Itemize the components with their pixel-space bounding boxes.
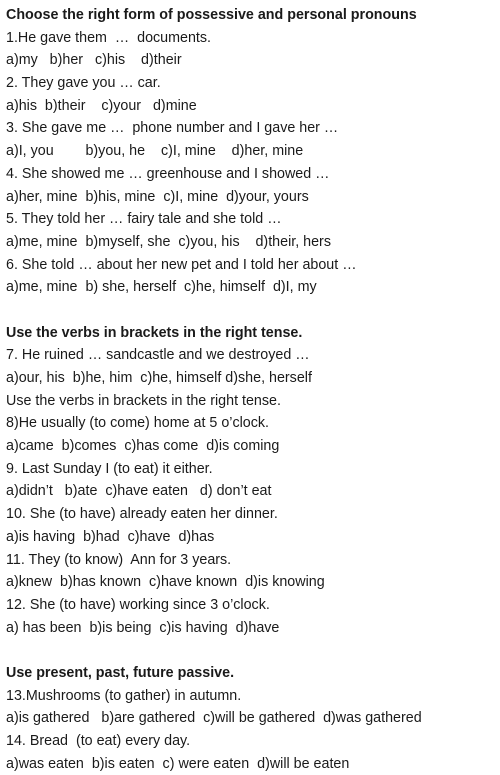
question-line: 9. Last Sunday I (to eat) it either. xyxy=(6,460,213,477)
question-line: 4. She showed me … greenhouse and I showed … xyxy=(6,165,330,182)
instruction-line: Use the verbs in brackets in the right tense. xyxy=(6,392,281,409)
question-line: 14. Bread (to eat) every day. xyxy=(6,733,191,749)
question-line: 8)He usually (to come) home at 5 o’clock. xyxy=(6,415,270,432)
section-spacer xyxy=(6,299,494,322)
question-line: 7. He ruined … sandcastle and we destroyed … xyxy=(6,347,310,364)
answer-options: a)didn’t b)ate c)have eaten d) don’t eat xyxy=(6,483,272,500)
question-line: 13.Mushrooms (to gather) in autumn. xyxy=(6,687,242,704)
answer-options: a)is having b)had c)have d)has xyxy=(6,528,215,545)
question-line: 11. They (to know) Ann for 3 years. xyxy=(6,551,232,568)
question-line: 3. She gave me … phone number and I gave her … xyxy=(6,120,339,137)
question-line: 1.He gave them … documents. xyxy=(6,29,212,46)
answer-options: a)our, his b)he, him c)he, himself d)she, herself xyxy=(6,370,312,386)
section-heading: Choose the right form of possessive and personal pronouns xyxy=(6,7,417,23)
section-spacer xyxy=(6,639,494,662)
answer-options: a)her, mine b)his, mine c)I, mine d)your, yours xyxy=(6,188,309,205)
question-line: 12. She (to have) working since 3 o’clock. xyxy=(6,596,270,613)
answer-options: a)me, mine b)myself, she c)you, his d)their, hers xyxy=(6,233,331,250)
answer-options: a)knew b)has known c)have known d)is knowing xyxy=(6,574,325,591)
answer-options: a)his b)their c)your d)mine xyxy=(6,97,197,114)
answer-options: a)my b)her c)his d)their xyxy=(6,52,182,69)
answer-options: a)came b)comes c)has come d)is coming xyxy=(6,438,280,455)
section-heading: Use the verbs in brackets in the right tense. xyxy=(6,324,303,341)
section-heading: Use present, past, future passive. xyxy=(6,664,235,681)
answer-options: a)was eaten b)is eaten c) were eaten d)will be eaten xyxy=(6,755,350,772)
question-line: 2. They gave you … car. xyxy=(6,75,161,92)
answer-options: a) has been b)is being c)is having d)have xyxy=(6,619,280,636)
question-line: 5. They told her … fairy tale and she told … xyxy=(6,211,282,228)
question-line: 10. She (to have) already eaten her dinner. xyxy=(6,506,278,523)
answer-options: a)I, you b)you, he c)I, mine d)her, mine xyxy=(6,143,304,160)
answer-options: a)is gathered b)are gathered c)will be gathered d)was gathered xyxy=(6,710,422,727)
question-line: 6. She told … about her new pet and I told her about … xyxy=(6,256,357,273)
answer-options: a)me, mine b) she, herself c)he, himself d)I, my xyxy=(6,279,317,296)
